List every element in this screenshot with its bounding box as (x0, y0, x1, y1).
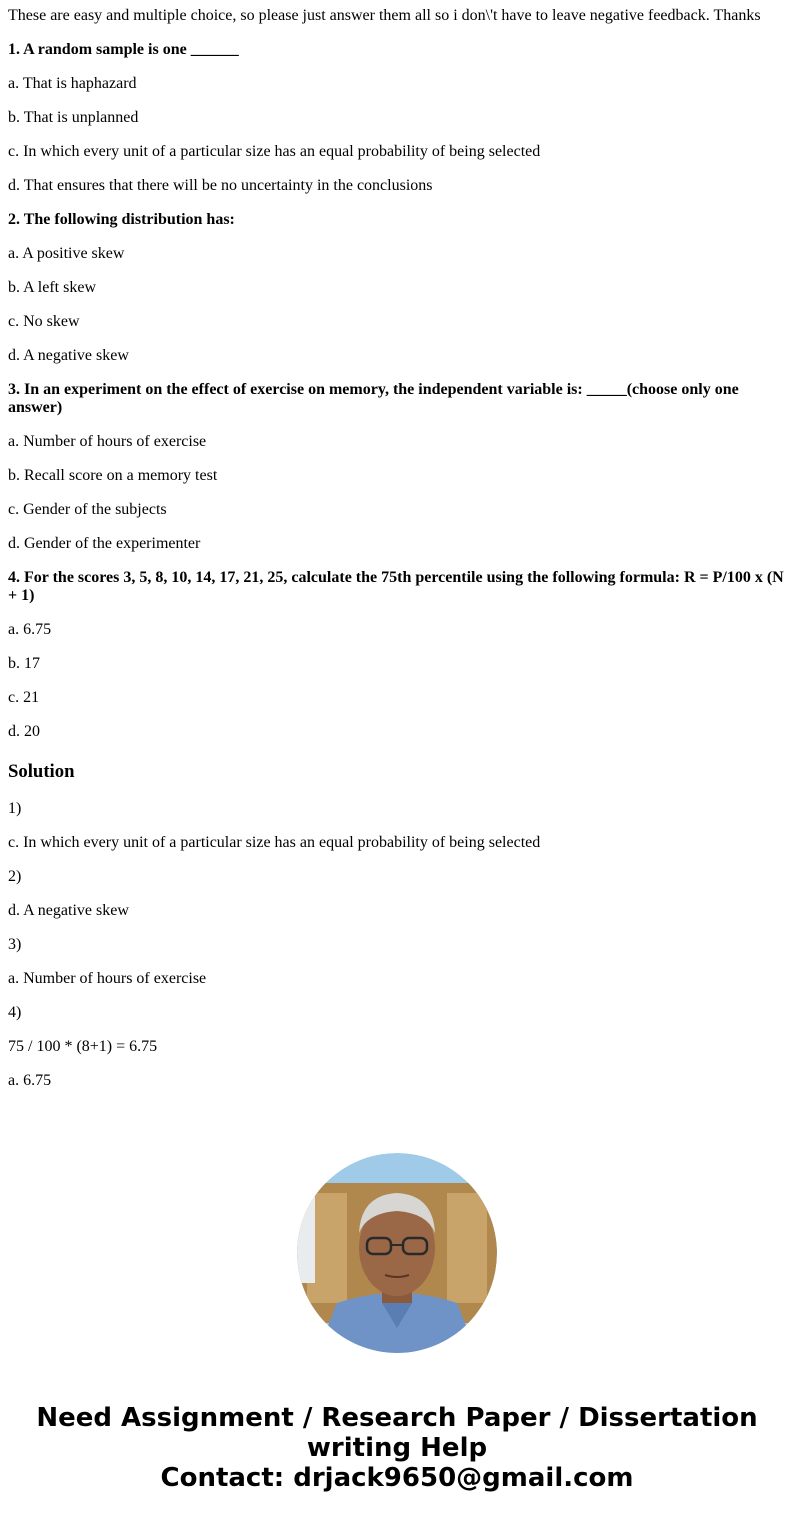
author-portrait-image (297, 1153, 497, 1353)
contact-footer (0, 1403, 794, 1493)
question-3-option-a: a. Number of hours of exercise (8, 433, 207, 450)
intro-text: These are easy and multiple choice, so please just answer them all so i don\'t have to leave negative feedback. Thanks (8, 7, 761, 24)
question-1-option-a: a. That is haphazard (8, 75, 137, 92)
solution-line-7: 4) (8, 1004, 22, 1021)
solution-line-2: c. In which every unit of a particular size has an equal probability of being selected (8, 834, 541, 851)
solution-line-8: 75 / 100 * (8+1) = 6.75 (8, 1038, 158, 1055)
question-2-option-b: b. A left skew (8, 279, 96, 296)
question-3-option-b: b. Recall score on a memory test (8, 467, 218, 484)
solution-line-6: a. Number of hours of exercise (8, 970, 207, 987)
question-1-option-b: b. That is unplanned (8, 109, 139, 126)
question-3-option-c: c. Gender of the subjects (8, 501, 167, 518)
solution-line-5: 3) (8, 936, 22, 953)
question-4-prompt: 4. For the scores 3, 5, 8, 10, 14, 17, 21, 25, calculate the 75th percentile using the following formula: R = P/100 x (N + 1) (8, 569, 784, 604)
question-3-prompt: 3. In an experiment on the effect of exercise on memory, the independent variable is: _____(choose only one answer) (8, 381, 739, 416)
question-2-option-c: c. No skew (8, 313, 80, 330)
question-2-prompt: 2. The following distribution has: (8, 211, 235, 228)
footer-contact-email[interactable]: Contact: drjack9650@gmail.com (160, 1463, 634, 1493)
question-3-option-d: d. Gender of the experimenter (8, 535, 201, 552)
solution-line-3: 2) (8, 868, 22, 885)
question-4-option-a: a. 6.75 (8, 621, 52, 638)
question-4-option-c: c. 21 (8, 689, 40, 706)
solution-line-9: a. 6.75 (8, 1072, 52, 1089)
question-2-option-d: d. A negative skew (8, 347, 129, 364)
question-1-option-d: d. That ensures that there will be no uncertainty in the conclusions (8, 177, 433, 194)
question-2-option-a: a. A positive skew (8, 245, 125, 262)
footer-line-2: writing Help (306, 1433, 488, 1463)
question-4-option-d: d. 20 (8, 723, 40, 740)
question-1-option-c: c. In which every unit of a particular size has an equal probability of being selected (8, 143, 541, 160)
question-4-option-b: b. 17 (8, 655, 40, 672)
footer-line-1: Need Assignment / Research Paper / Dissertation (36, 1403, 758, 1433)
author-avatar (297, 1153, 497, 1353)
solution-heading: Solution (8, 761, 75, 782)
question-1-prompt: 1. A random sample is one ______ (8, 41, 239, 58)
solution-line-1: 1) (8, 800, 22, 817)
solution-line-4: d. A negative skew (8, 902, 129, 919)
